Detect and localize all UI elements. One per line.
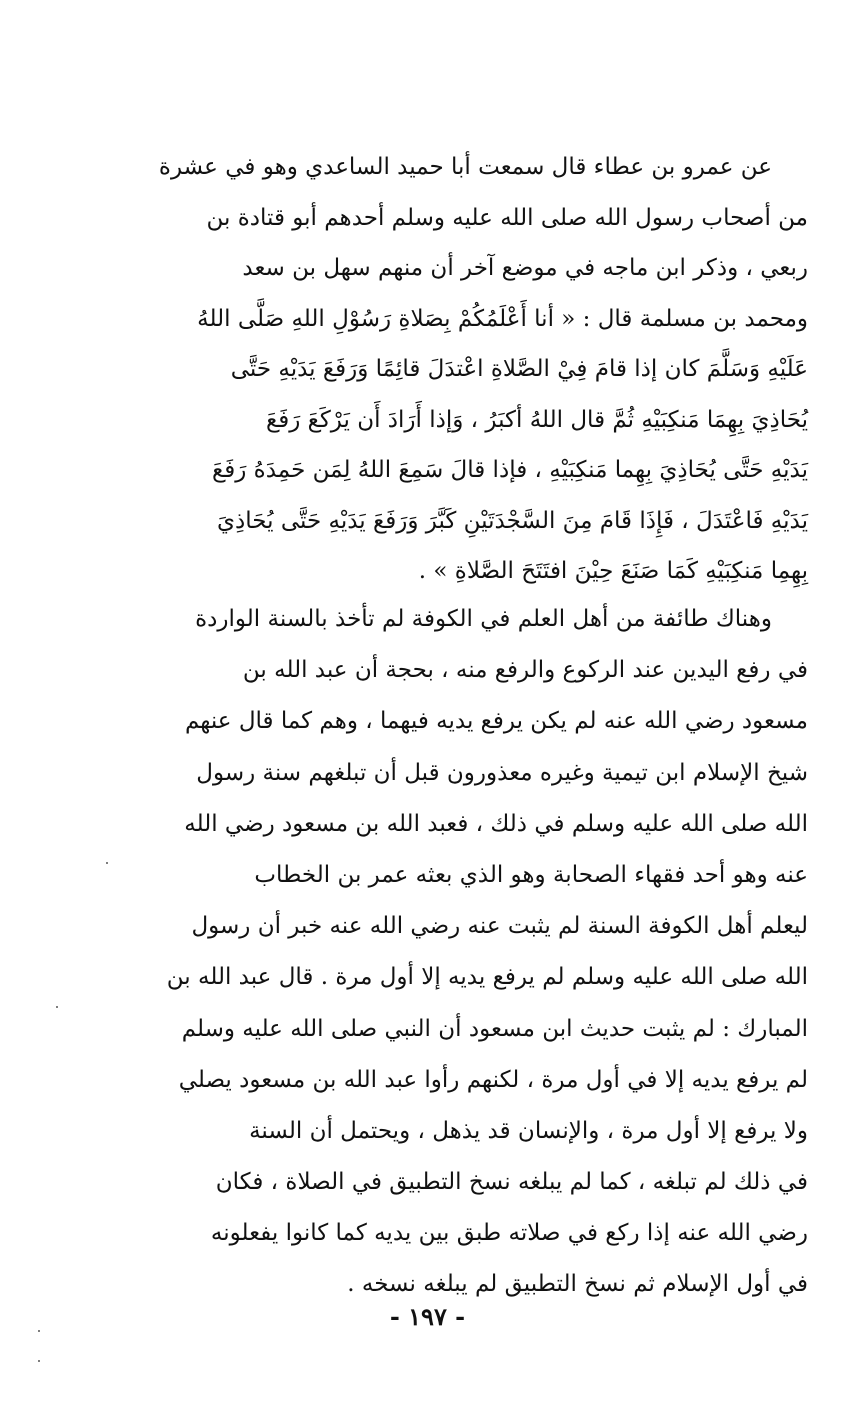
commentary-paragraph [128, 594, 808, 1311]
text-line: يَدَيْهِ فَاعْتَدَلَ ، فَإِذَا قَامَ مِنَ السَّجْدَتَيْنِ كَبَّرَ وَرَفَعَ يَدَيْهِ حَتَّى يُحَاذِيَ [217, 507, 808, 534]
scan-speck [38, 1360, 40, 1362]
text-line: عَلَيْهِ وَسَلَّمَ كان إذا قامَ فِيْ الصَّلاةِ اعْتدَلَ قائِمًا وَرَفَعَ يَدَيْهِ حَتَّى [230, 356, 808, 382]
scan-speck [106, 862, 108, 864]
text-line: من أصحاب رسول الله صلى الله عليه وسلم أحدهم أبو قتادة بن [206, 204, 808, 231]
text-line: الله صلى الله عليه وسلم لم يرفع يديه إلا أول مرة . قال عبد الله بن [166, 964, 808, 991]
text-line: في أول الإسلام ثم نسخ التطبيق لم يبلغه نسخه . [347, 1271, 808, 1298]
text-line: مسعود رضي الله عنه لم يكن يرفع يديه فيهما ، وهم كما قال عنهم [184, 708, 808, 735]
text-line: ليعلم أهل الكوفة السنة لم يثبت عنه رضي الله عنه خبر أن رسول [191, 913, 808, 940]
text-line: المبارك : لم يثبت حديث ابن مسعود أن النبي صلى الله عليه وسلم [181, 1015, 808, 1042]
text-line: رضي الله عنه إذا ركع في صلاته طبق بين يديه كما كانوا يفعلونه [210, 1220, 808, 1247]
text-line: يَدَيْهِ حَتَّى يُحَاذِيَ بِهِما مَنكِبَيْهِ ، فإذا قالَ سَمِعَ اللهُ لِمَن حَمِدَهُ رَفَعَ [212, 457, 808, 483]
text-line: عنه وهو أحد فقهاء الصحابة وهو الذي بعثه عمر بن الخطاب [254, 861, 808, 888]
text-line: الله صلى الله عليه وسلم في ذلك ، فعبد الله بن مسعود رضي الله [184, 810, 808, 837]
hadith-paragraph [128, 142, 808, 597]
text-line: لم يرفع يديه إلا في أول مرة ، لكنهم رأوا عبد الله بن مسعود يصلي [178, 1066, 808, 1093]
text-line: وهناك طائفة من أهل العلم في الكوفة لم تأخذ بالسنة الواردة [195, 606, 772, 632]
text-line: ربعي ، وذكر ابن ماجه في موضع آخر أن منهم سهل بن سعد [242, 255, 808, 281]
text-line: ومحمد بن مسلمة قال : « أنا أَعْلَمُكُمْ بِصَلاةِ رَسُوْلِ اللهِ صَلَّى اللهُ [197, 305, 808, 332]
text-line: يُحَاذِيَ بِهِمَا مَنكِبَيْهِ ثُمَّ قال اللهُ أكبَرُ ، وَإذا أَرَادَ أَن يَرْكَعَ رَفَعَ [265, 406, 808, 433]
text-line: بِهِمِا مَنكِبَيْهِ كَمَا صَنَعَ حِيْنَ افتَتَحَ الصَّلاةِ » . [418, 558, 808, 584]
page-number: - ١٩٧ - [389, 1302, 466, 1331]
scan-speck [56, 1006, 58, 1008]
text-line: عن عمرو بن عطاء قال سمعت أبا حميد الساعدي وهو في عشرة [158, 154, 772, 180]
text-line: في رفع اليدين عند الركوع والرفع منه ، بحجة أن عبد الله بن [242, 657, 808, 684]
text-line: ولا يرفع إلا أول مرة ، والإنسان قد يذهل ، ويحتمل أن السنة [249, 1117, 808, 1144]
scan-speck [38, 1330, 40, 1332]
text-line: في ذلك لم تبلغه ، كما لم يبلغه نسخ التطبيق في الصلاة ، فكان [215, 1169, 808, 1196]
text-line: شيخ الإسلام ابن تيمية وغيره معذورون قبل أن تبلغهم سنة رسول [196, 759, 808, 786]
